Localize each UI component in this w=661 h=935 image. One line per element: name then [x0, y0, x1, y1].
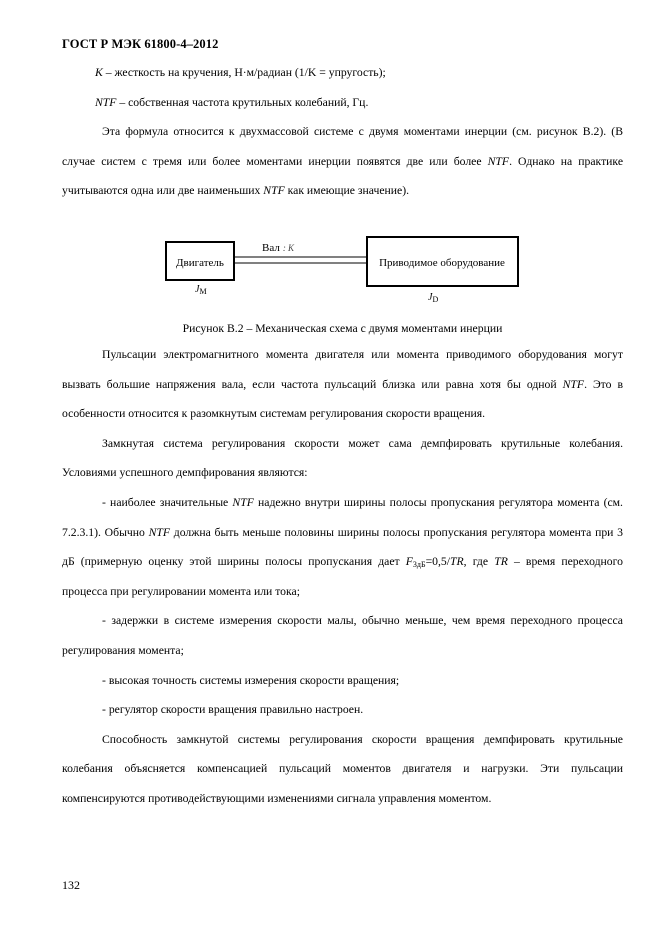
paragraph-torque-pulsations — [62, 340, 623, 429]
condition-item-1 — [62, 488, 623, 606]
inertia-symbol: J — [428, 292, 433, 303]
figure-caption: Рисунок В.2 – Механическая схема с двумя моментами инерции — [182, 322, 503, 335]
symbol-k: K — [95, 66, 103, 79]
symbol-ntf: NTF — [95, 95, 117, 109]
inertia-symbol: J — [195, 284, 200, 295]
symbol-tr: TR — [450, 555, 464, 569]
paragraph-formula-part-a: Эта формула относится к двухмассовой системе с двумя моментами инерции (см. рисунок В.2). (В случае систем с тремя или более моментами инерции появятся две или более — [62, 125, 623, 168]
shaft-symbol: : K — [282, 243, 295, 253]
symbol-ntf: NTF — [562, 377, 585, 391]
paragraph-torque-part-b: . Это в особенности относится к разомкнутым системам регулирования скорости вращения. — [62, 377, 623, 421]
shaft-label — [262, 242, 295, 254]
load-label: Приводимое оборудование — [379, 257, 505, 269]
paragraph-torque-part-a: Пульсации электромагнитного момента двигателя или момента приводимого оборудования могут вызвать большие напряжения вала, если частота пульсаций близка или равна хотя бы одной — [62, 348, 623, 391]
shaft-label-text: Вал — [262, 242, 280, 254]
condition-1-part-a: - наиболее значительные — [102, 495, 233, 509]
load-inertia-label — [428, 292, 438, 304]
motor-inertia-label — [195, 284, 207, 296]
condition-1-part-e: , где — [463, 555, 495, 569]
paragraph-closed-loop: Замкнутая система регулирования скорости может сама демпфировать крутильные колебания. Условиями успешного демпфирования являются: — [62, 436, 623, 480]
inertia-subscript: M — [199, 287, 207, 296]
symbol-ntf: NTF — [487, 154, 510, 168]
condition-item-3: - высокая точность системы измерения скорости вращения; — [102, 673, 400, 687]
symbol-f: F — [405, 555, 413, 569]
condition-item-2: - задержки в системе измерения скорости малы, обычно меньше, чем время переходного процесса регулирования момента; — [62, 614, 623, 657]
paragraph-formula-part-b: . Однако на практике учитываются одна или две наименьших — [62, 154, 624, 198]
symbol-ntf: NTF — [148, 525, 171, 539]
text-block-bottom — [62, 340, 623, 814]
inertia-subscript: D — [432, 295, 439, 304]
mechanical-diagram — [0, 0, 661, 320]
paragraph-formula-part-c: как имеющие значение). — [284, 184, 410, 198]
symbol-ntf: NTF — [232, 495, 254, 509]
symbol-f-subscript: 3дБ — [412, 560, 426, 570]
condition-1-part-c: должна быть меньше половины ширины полосы пропускания регулятора момента при 3 дБ (примерную оценку этой ширины полосы пропускания дает — [62, 525, 623, 569]
symbol-tr: TR — [494, 555, 508, 569]
motor-label: Двигатель — [176, 257, 224, 269]
paragraph-compensation: Способность замкнутой системы регулирования скорости вращения демпфировать крутильные колебания объясняется компенсацией пульсаций моментов двигателя и нагрузки. Эти пульсации компенсируются противодействующими изменениями сигнала управления моментом. — [62, 732, 623, 805]
condition-item-4: - регулятор скорости вращения правильно настроен. — [102, 703, 364, 717]
condition-1-part-b: надежно внутри ширины полосы пропускания регулятора момента (см. 7.2.3.1). Обычно — [62, 495, 623, 539]
condition-1-part-g: – время переходного процесса при регулировании момента или тока; — [62, 555, 623, 598]
definition-ntf-text: – собственная частота крутильных колебаний, Гц. — [116, 95, 369, 109]
page-number: 132 — [62, 878, 80, 892]
document-header: ГОСТ Р МЭК 61800-4–2012 — [62, 37, 219, 51]
definition-k-text: – жесткость на кручения, Н·м/радиан (1/K = упругость); — [102, 66, 386, 79]
condition-1-part-d: =0,5/ — [425, 555, 451, 569]
symbol-ntf: NTF — [263, 184, 285, 198]
